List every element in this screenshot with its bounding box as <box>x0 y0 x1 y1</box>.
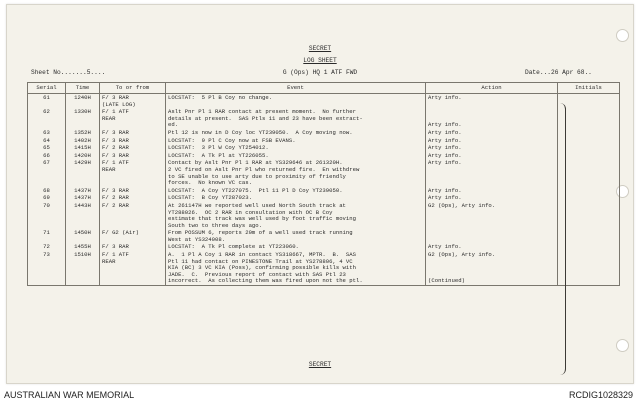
log-initials <box>558 251 620 285</box>
log-serial: 63 <box>28 129 66 137</box>
log-date: Date...26 Apr 68.. <box>525 69 592 76</box>
log-to-from: F/ 1 ATF REAR <box>100 159 166 186</box>
log-action: Arty info. <box>426 194 558 202</box>
log-action: Arty info. <box>426 159 558 186</box>
log-event: LOCSTAT: A Coy YT227075. Ptl 11 Pl D Coy YT239050. <box>166 187 426 195</box>
punch-hole <box>616 339 629 352</box>
log-initials <box>558 229 620 243</box>
log-serial: 61 <box>28 94 66 109</box>
log-row <box>28 152 620 160</box>
log-event: LOCSTAT: A Tk Pl at YT226055. <box>166 152 426 160</box>
log-time: 1240H <box>66 94 100 109</box>
log-row <box>28 187 620 195</box>
watermark-right: RCDIG1028329 <box>568 390 633 400</box>
log-serial: 65 <box>28 144 66 152</box>
unit-heading: G (Ops) HQ 1 ATF FWD <box>282 69 358 76</box>
log-to-from: F/ 3 RAR <box>100 187 166 195</box>
log-row <box>28 94 620 109</box>
log-action: Arty info. <box>426 108 558 129</box>
log-action: Arty info. <box>426 94 558 109</box>
log-initials <box>558 152 620 160</box>
log-action: Arty info. <box>426 243 558 251</box>
log-row <box>28 194 620 202</box>
log-to-from: F/ 3 RAR <box>100 152 166 160</box>
log-serial: 69 <box>28 194 66 202</box>
log-initials <box>558 202 620 229</box>
log-time: 1437H <box>66 187 100 195</box>
punch-hole <box>616 29 629 42</box>
log-row <box>28 144 620 152</box>
sheet-label: Sheet No. <box>31 69 65 76</box>
log-initials <box>558 194 620 202</box>
log-row <box>28 129 620 137</box>
log-event: Ptl 12 is now in D Coy loc YT239050. A Coy moving now. <box>166 129 426 137</box>
log-event: From POSSUM 6, reports 20m of a well used track running West at YS324008. <box>166 229 426 243</box>
log-initials <box>558 108 620 129</box>
log-time: 1415H <box>66 144 100 152</box>
log-action: G2 (Ops), Arty info. (Continued) <box>426 251 558 285</box>
log-initials <box>558 129 620 137</box>
log-serial: 66 <box>28 152 66 160</box>
log-time: 1455H <box>66 243 100 251</box>
log-sheet-paper <box>6 4 634 384</box>
log-to-from: F/ 1 ATF REAR <box>100 251 166 285</box>
log-serial: 70 <box>28 202 66 229</box>
log-serial: 64 <box>28 137 66 145</box>
sheet-no: 5 <box>86 69 91 76</box>
log-to-from: F/ 2 RAR <box>100 194 166 202</box>
column-event: Event <box>166 83 426 94</box>
log-row <box>28 243 620 251</box>
log-to-from: F/ 3 RAR <box>100 137 166 145</box>
log-event: LOCSTAT: 5 Pl B Coy no change. <box>166 94 426 109</box>
log-time: 1429H <box>66 159 100 186</box>
log-time: 1510H <box>66 251 100 285</box>
log-event: LOCSTAT: B Coy YT287023. <box>166 194 426 202</box>
log-action: Arty info. <box>426 187 558 195</box>
log-to-from: F/ 3 RAR (LATE LOG) <box>100 94 166 109</box>
log-time: 1443H <box>66 202 100 229</box>
log-initials <box>558 94 620 109</box>
log-row <box>28 251 620 285</box>
log-row <box>28 202 620 229</box>
log-event: LOCSTAT: 3 Pl W Coy YT254012. <box>166 144 426 152</box>
log-table <box>27 82 620 286</box>
log-serial: 72 <box>28 243 66 251</box>
log-time: 1437H <box>66 194 100 202</box>
log-action <box>426 229 558 243</box>
log-time: 1330H <box>66 108 100 129</box>
log-serial: 62 <box>28 108 66 129</box>
log-to-from: F/ 3 RAR <box>100 243 166 251</box>
log-event: LOCSTAT: A Tk Pl complete at YT223060. <box>166 243 426 251</box>
initials-bracket <box>555 103 566 375</box>
log-serial: 67 <box>28 159 66 186</box>
log-time: 1402H <box>66 137 100 145</box>
classification-top: SECRET <box>308 45 332 52</box>
log-time: 1420H <box>66 152 100 160</box>
column-serial: Serial <box>28 83 66 94</box>
log-row <box>28 137 620 145</box>
log-serial: 68 <box>28 187 66 195</box>
column-time: Time <box>66 83 100 94</box>
log-action: Arty info. <box>426 129 558 137</box>
date-value: 26 Apr 68 <box>551 69 585 76</box>
log-initials <box>558 159 620 186</box>
log-sheet-title: LOG SHEET <box>303 57 337 64</box>
log-to-from: F/ 2 RAR <box>100 144 166 152</box>
classification-bottom: SECRET <box>308 361 332 368</box>
column-initials: Initials <box>558 83 620 94</box>
log-serial: 73 <box>28 251 66 285</box>
log-event: At 261147H we reported well used North South track at YT288026. OC 2 RAR in consultation with OC B Coy estimate that track was well used by foot traffic moving South two to three days ago. <box>166 202 426 229</box>
log-serial: 71 <box>28 229 66 243</box>
log-row <box>28 229 620 243</box>
log-to-from: F/ G2 (Air) <box>100 229 166 243</box>
log-action: Arty info. <box>426 144 558 152</box>
log-to-from: F/ 1 ATF REAR <box>100 108 166 129</box>
log-initials <box>558 187 620 195</box>
log-event: LOCSTAT: 9 Pl C Coy now at FSB EVANS. <box>166 137 426 145</box>
column-action: Action <box>426 83 558 94</box>
log-initials <box>558 243 620 251</box>
log-row <box>28 159 620 186</box>
log-event: Contact by Aslt Pnr Pl 1 RAR at YS329646 at 261320H. 2 VC fired on Aslt Pnr Pl who returned fire. En withdrew to SE unable to use arty due to proximity of friendly forces. No known VC cas. <box>166 159 426 186</box>
sheet-number: Sheet No.......5.... <box>31 69 106 76</box>
log-initials <box>558 144 620 152</box>
log-time: 1352H <box>66 129 100 137</box>
log-event: Aslt Pnr Pl 1 RAR contact at present moment. No further details at present. SAS Ptls 11 and 23 have been extract- ed. <box>166 108 426 129</box>
watermark-left: AUSTRALIAN WAR MEMORIAL <box>4 390 135 400</box>
column-to-or-from: To or from <box>100 83 166 94</box>
log-initials <box>558 137 620 145</box>
log-time: 1450H <box>66 229 100 243</box>
log-row <box>28 108 620 129</box>
date-label: Date. <box>525 69 544 76</box>
log-event: A. 1 Pl A Coy 1 RAR in contact YS318667, MPTR. B. SAS Ptl 11 had contact on PINESTONE Trail at YS278806, 4 VC KIA (BC) 3 VC KIA (Poss), confirming possible kills with JADE. C. Previous report of contact with SAS Ptl 23 incorrect. As collecting them was fired upon not the ptl. <box>166 251 426 285</box>
log-to-from: F/ 2 RAR <box>100 202 166 229</box>
log-action: Arty info. <box>426 137 558 145</box>
log-action: Arty info. <box>426 152 558 160</box>
log-table-header <box>28 83 620 94</box>
log-to-from: F/ 3 RAR <box>100 129 166 137</box>
log-action: G2 (Ops), Arty info. <box>426 202 558 229</box>
